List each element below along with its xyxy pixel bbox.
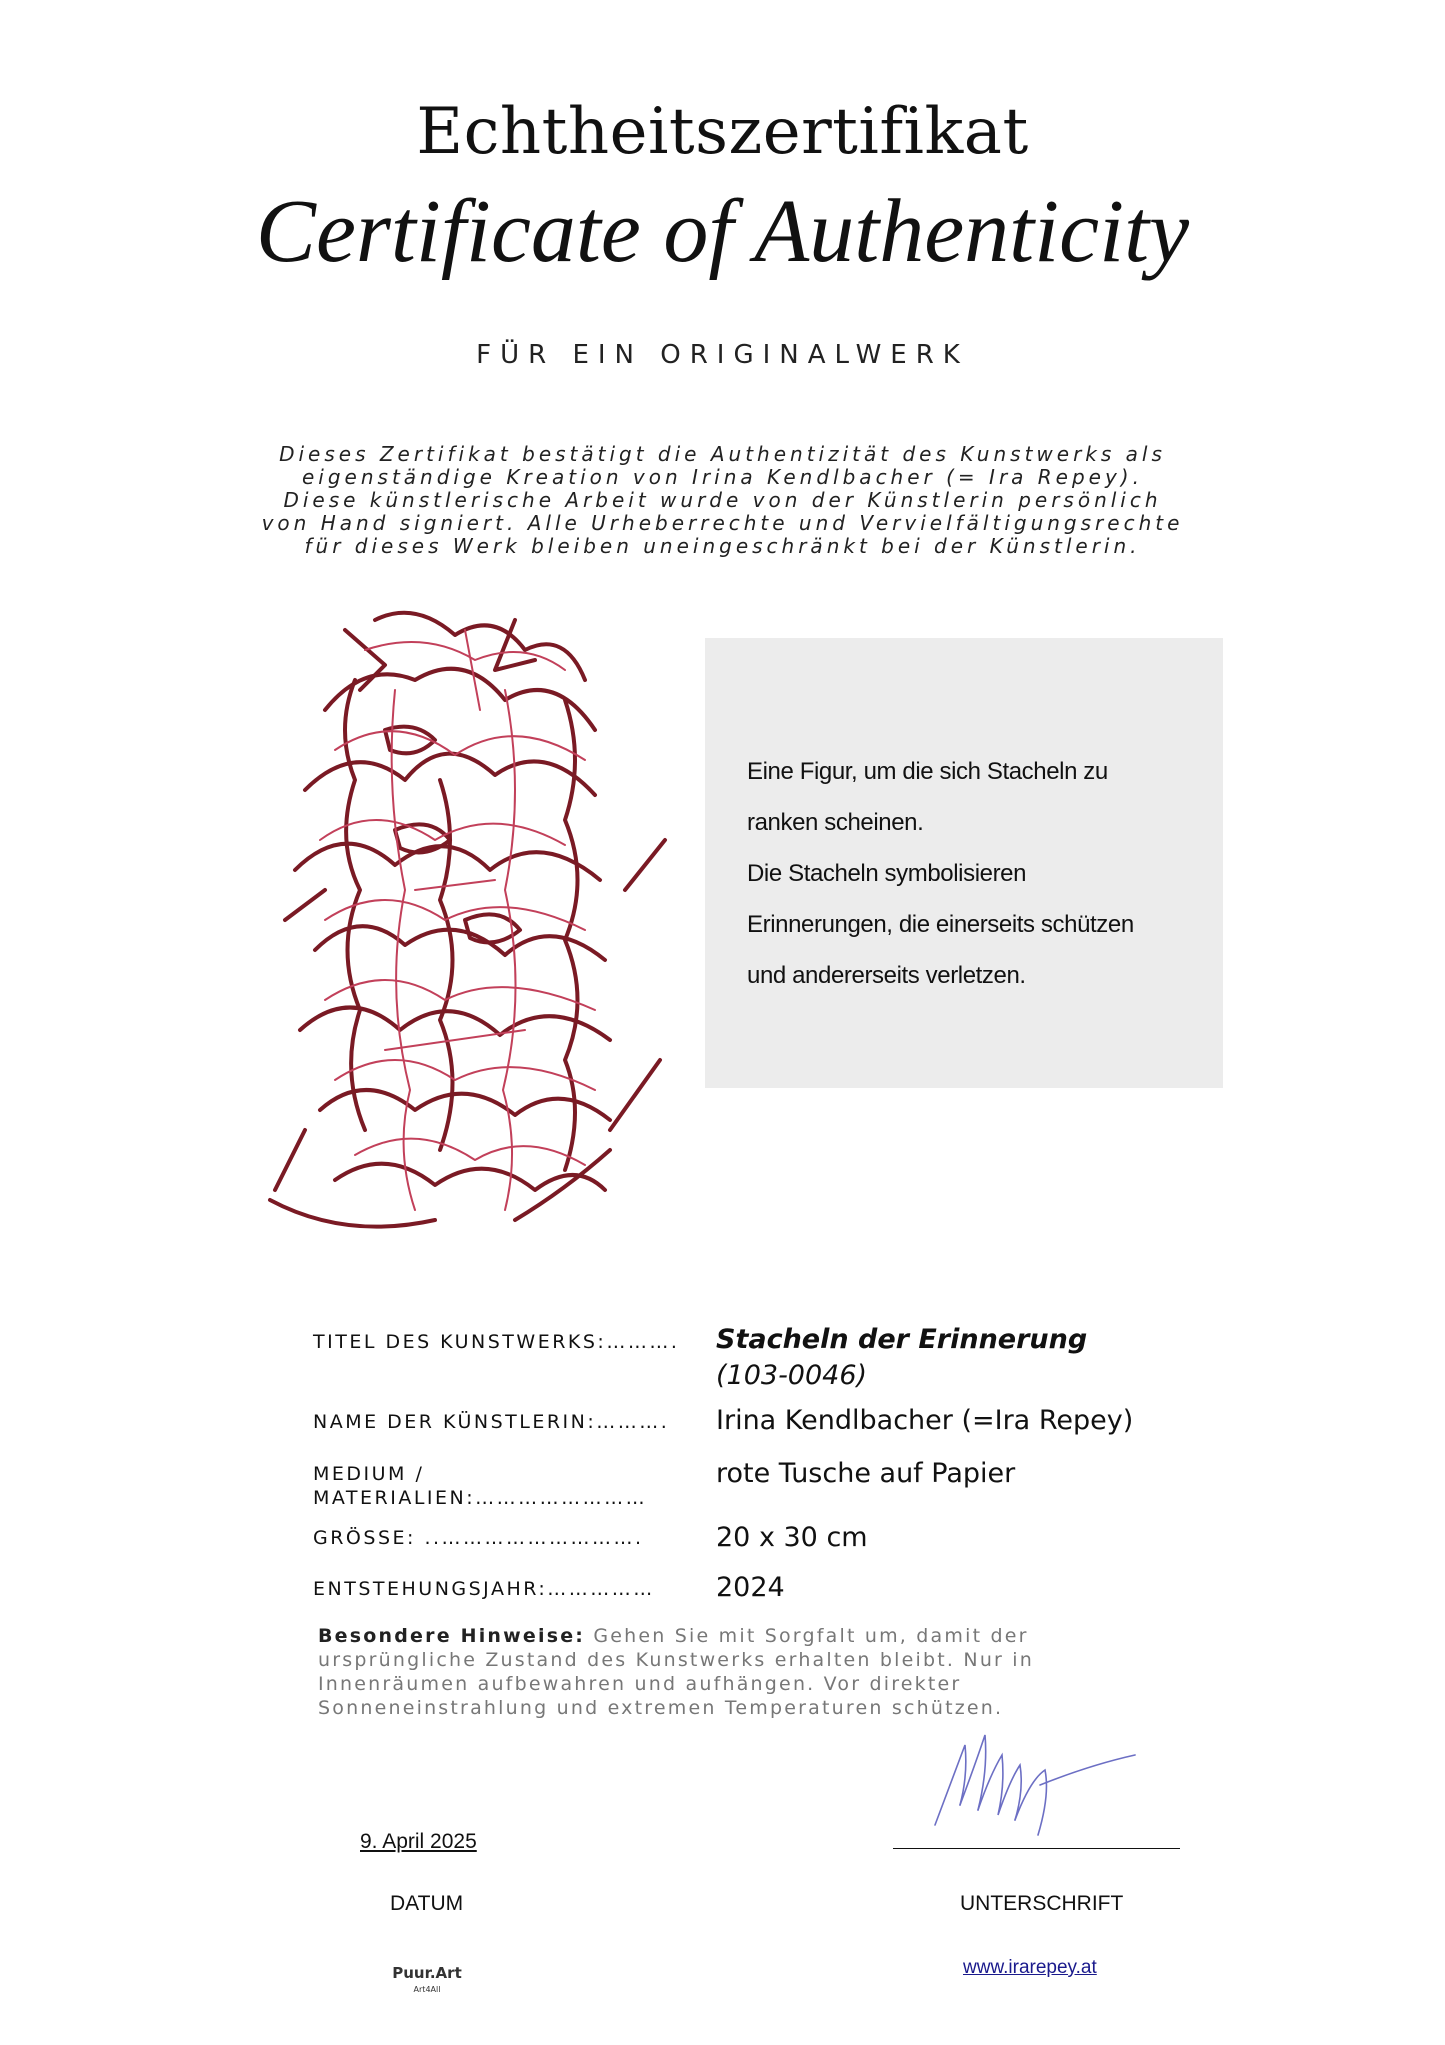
certificate-title-english: Certificate of Authenticity	[255, 182, 1190, 281]
description-line: und andererseits verletzen.	[747, 962, 1026, 989]
description-line: ranken scheinen.	[747, 809, 924, 836]
title-value-bold: Stacheln der Erinnerung	[716, 1324, 1088, 1355]
website-link[interactable]: www.irarepey.at	[963, 1957, 1097, 1978]
intro-line: von Hand signiert. Alle Urheberrechte und Vervielfältigungsrechte	[261, 511, 1184, 535]
notes-text: Gehen Sie mit Sorgfalt um, damit der ursprüngliche Zustand des Kunstwerks erhalten bleibt. Nur in Innenräumen aufbewahren und aufhängen. Vor direkter Sonneneinstrahlung und extremen Temperaturen schützen.	[318, 1625, 1035, 1719]
logo-main-text: Puur.Art	[392, 1964, 462, 1982]
intro-line: Dieses Zertifikat bestätigt die Authentizität des Kunstwerks als	[279, 442, 1166, 466]
title-value	[716, 1322, 1146, 1394]
medium-value: rote Tusche auf Papier	[716, 1458, 1016, 1489]
date-label: DATUM	[390, 1892, 464, 1915]
intro-line: Diese künstlerische Arbeit wurde von der Künstlerin persönlich	[283, 488, 1162, 512]
year-value: 2024	[716, 1572, 785, 1603]
medium-label	[313, 1462, 693, 1510]
certificate-title-german: Echtheitszertifikat	[416, 95, 1029, 169]
description-line: Die Stacheln symbolisieren	[747, 860, 1027, 887]
title-label: TITEL DES KUNSTWERKS:……….	[313, 1331, 680, 1353]
date-value: 9. April 2025	[360, 1830, 477, 1853]
logo-sub-text: Art4All	[413, 1985, 441, 1994]
year-label: ENTSTEHUNGSJAHR:……………	[313, 1578, 655, 1600]
signature-label: UNTERSCHRIFT	[960, 1892, 1124, 1915]
artist-label: NAME DER KÜNSTLERIN:……….	[313, 1411, 670, 1433]
title-value-number: (103-0046)	[716, 1360, 868, 1391]
special-notes	[318, 1624, 1178, 1720]
certificate-subtitle: FÜR EIN ORIGINALWERK	[476, 340, 969, 370]
notes-label: Besondere Hinweise:	[318, 1625, 586, 1647]
artwork-description	[747, 746, 1207, 1001]
description-line: Eine Figur, um die sich Stacheln zu	[747, 758, 1108, 785]
intro-paragraph	[250, 443, 1195, 558]
artist-value: Irina Kendlbacher (=Ira Repey)	[716, 1405, 1134, 1436]
artwork-description-box	[705, 638, 1223, 1088]
size-label: GRÖSSE: ..……………………….	[313, 1527, 644, 1549]
medium-label-line: MATERIALIEN:……………………	[313, 1487, 648, 1509]
artwork-image	[265, 590, 680, 1250]
medium-label-line: MEDIUM /	[313, 1463, 425, 1485]
intro-line: für dieses Werk bleiben uneingeschränkt bei der Künstlerin.	[304, 534, 1141, 558]
signature-line	[893, 1848, 1180, 1849]
signature-image	[920, 1725, 1150, 1845]
puur-art-logo	[392, 1958, 462, 1998]
size-value: 20 x 30 cm	[716, 1522, 868, 1553]
intro-line: eigenständige Kreation von Irina Kendlbacher (= Ira Repey).	[302, 465, 1143, 489]
description-line: Erinnerungen, die einerseits schützen	[747, 911, 1134, 938]
